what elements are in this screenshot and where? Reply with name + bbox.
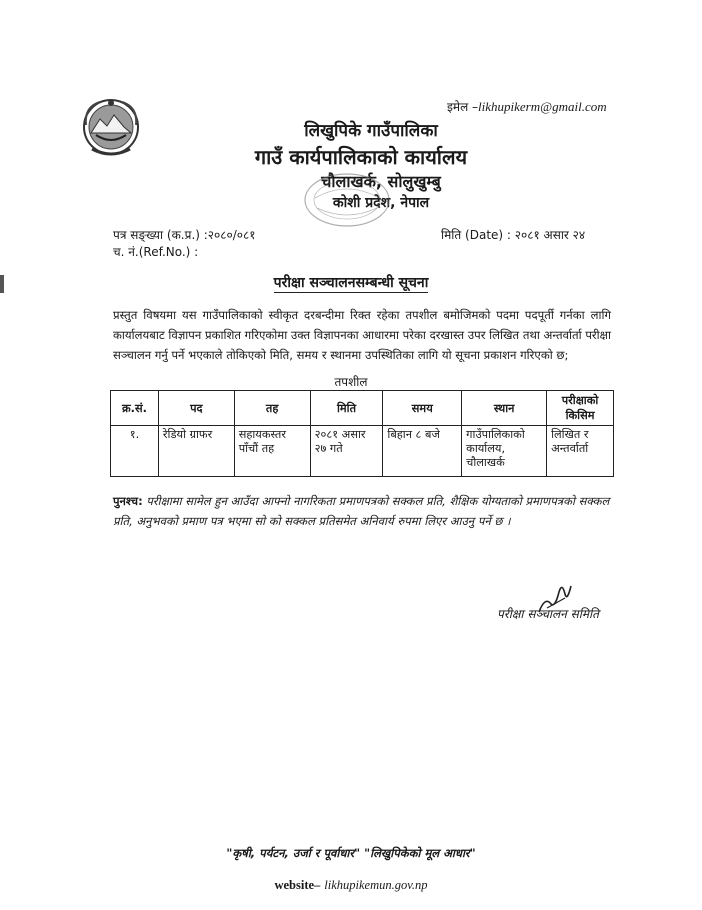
email-label: इमेल – xyxy=(447,100,479,114)
notice-title-text: परीक्षा सञ्चालनसम्बन्धी सूचना xyxy=(273,275,429,291)
footer-website xyxy=(0,877,702,893)
address-line-1: चौलाखर्क, सोलुखुम्बु xyxy=(321,172,441,191)
email-address: likhupikerm@gmail.com xyxy=(478,99,607,114)
header-email xyxy=(447,98,607,115)
header-level: तह xyxy=(234,391,310,426)
dispatch-number: च. नं.(Ref.No.) : xyxy=(113,245,199,259)
issue-date: मिति (Date) : २०८१ असार २४ xyxy=(441,228,586,242)
office-title: गाउँ कार्यपालिकाको कार्यालय xyxy=(254,145,468,169)
website-label: website– xyxy=(274,878,321,892)
reference-number: पत्र सङ्ख्या (क.प्र.) :२०८०/०८१ xyxy=(113,228,256,242)
notice-body: प्रस्तुत विषयमा यस गाउँपालिकाको स्वीकृत दरबन्दीमा रिक्त रहेका तपशील बमोजिमको पदमा पदपूर्ती गर्नका लागि कार्यालयबाट विज्ञापन प्रकाशित गरिएकोमा उक्त विज्ञापनका आधारमा परेका दरखास्त उपर लिखित तथा अन्तर्वार्ता परीक्षा सञ्चालन गर्नु पर्ने भएकाले तोकिएको मिति, समय र स्थानमा उपस्थितिका लागि यो सूचना प्रकाशन गरिएको छ; xyxy=(113,308,611,362)
website-address: likhupikemun.gov.np xyxy=(324,878,428,892)
header-time: समय xyxy=(383,391,462,426)
header-post: पद xyxy=(158,391,234,426)
table-row xyxy=(111,426,614,477)
cell-venue: गाउँपालिकाको कार्यालय, चौलाखर्क xyxy=(462,426,547,477)
header-date: मिति xyxy=(310,391,383,426)
cell-level: सहायकस्तर पाँचौं तह xyxy=(234,426,310,477)
office-stamp-icon xyxy=(285,168,405,230)
scan-edge-mark xyxy=(0,275,4,293)
table-header-row xyxy=(111,391,614,426)
schedule-table xyxy=(110,390,614,477)
footer-motto: "कृषी, पर्यटन, उर्जा र पूर्वाधार" "लिखुपिकेको मूल आधार" xyxy=(226,846,476,860)
cell-date: २०८१ असार २७ गते xyxy=(310,426,383,477)
postscript-label: पुनश्च: xyxy=(113,494,143,508)
cell-time: बिहान ८ बजे xyxy=(383,426,462,477)
header-venue: स्थान xyxy=(462,391,547,426)
cell-post: रेडियो ग्राफर xyxy=(158,426,234,477)
notice-title xyxy=(0,273,702,292)
cell-exam-type: लिखित र अन्तर्वार्ता xyxy=(547,426,614,477)
office-name: लिखुपिके गाउँपालिका xyxy=(304,121,438,141)
header-exam-type: परीक्षाको किसिम xyxy=(547,391,614,426)
table-caption: तपशील xyxy=(334,375,368,389)
address-line-2: कोशी प्रदेश, नेपाल xyxy=(332,195,430,211)
postscript xyxy=(113,491,613,531)
postscript-text: परीक्षामा सामेल हुन आउँदा आफ्नो नागरिकता प्रमाणपत्रको सक्कल प्रति, शैक्षिक योग्यताको प्रमाणपत्रको सक्कल प्रति, अनुभवको प्रमाण पत्र भएमा सो को सक्कल प्रतिसमेत अनिवार्य रुपमा लिएर आउनु पर्ने छ । xyxy=(113,494,610,528)
header-serial: क्र.सं. xyxy=(111,391,159,426)
signatory: परीक्षा सञ्चालन समिति xyxy=(497,607,599,621)
cell-serial: १. xyxy=(111,426,159,477)
